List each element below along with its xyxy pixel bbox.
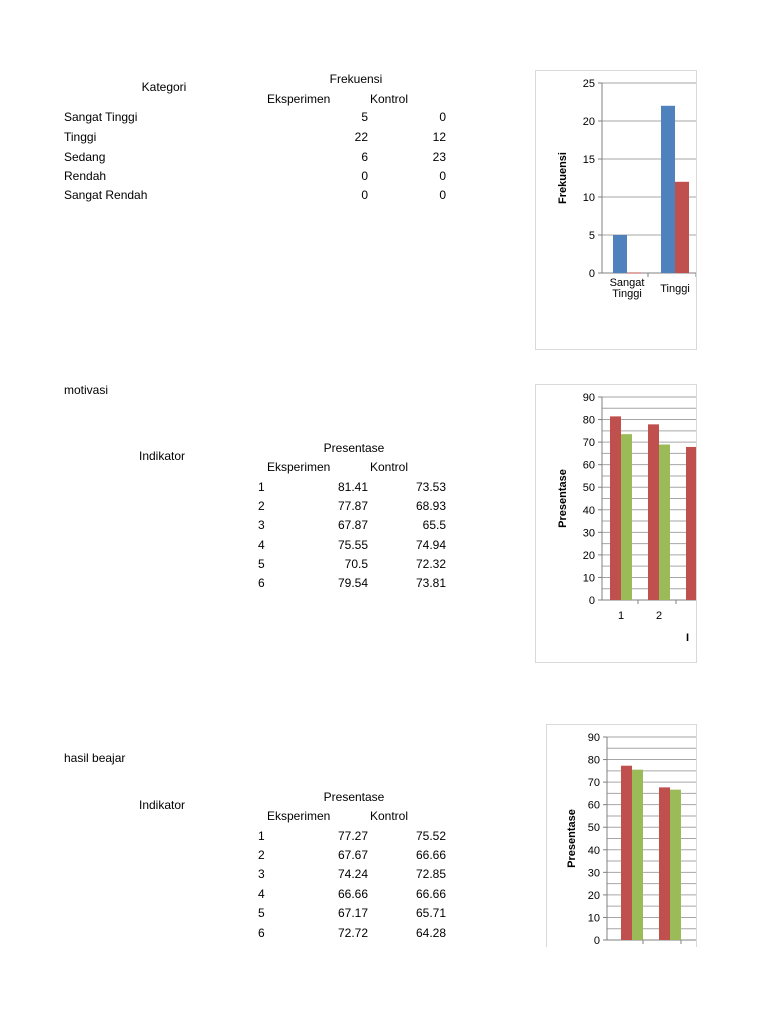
y-axis-label: Frekuensi [557,152,569,204]
y-tick-label: 90 [582,392,595,404]
x-tick-label: Tinggi [660,283,690,295]
row-eksperimen: 75.55 [337,538,368,552]
bar [686,447,696,600]
col-eksperimen-header: Eksperimen [267,92,331,106]
y-tick-label: 60 [582,459,595,472]
col-eksperimen-header: Eksperimen [267,460,331,474]
y-tick-label: 50 [582,482,595,495]
x-tick-label: 1 [617,610,625,622]
y-axis-label: Presentase [557,469,569,528]
row-no: 2 [258,848,265,862]
row-no: 1 [258,829,265,843]
row-eksperimen: 72.72 [337,926,368,940]
row-eksperimen: 77.27 [337,829,368,843]
row-eksperimen: 66.66 [337,887,368,901]
y-tick-label: 0 [588,268,595,280]
y-tick-label: 20 [582,549,595,562]
y-axis-label: Presentase [566,809,578,868]
row-eksperimen: 77.87 [337,499,368,513]
motivasi-chart-svg [536,385,696,662]
y-tick-label: 5 [588,230,595,242]
frekuensi-header: Frekuensi [329,72,383,86]
y-tick-label: 30 [587,867,600,880]
row-eksperimen: 74.24 [337,867,368,881]
row-no: 2 [258,499,265,513]
y-tick-label: 70 [582,437,595,450]
section-title-motivasi: motivasi [64,383,109,397]
row-no: 3 [258,867,265,881]
bar [621,766,632,940]
row-no: 6 [258,576,265,590]
row-no: 6 [258,926,265,940]
col-kontrol-header: Kontrol [370,92,409,106]
bar [659,445,670,600]
bar [661,106,675,273]
bar [670,790,681,940]
y-tick-label: 80 [587,754,600,767]
row-kontrol: 0 [439,188,446,202]
row-kontrol: 73.81 [415,576,446,590]
row-kontrol: 64.28 [415,926,446,940]
row-eksperimen: 67.67 [337,848,368,862]
x-tick-label: 2 [655,610,663,622]
indikator-header: Indikator [139,449,186,463]
col-kontrol-header: Kontrol [370,460,409,474]
y-tick-label: 25 [582,78,595,90]
row-eksperimen: 67.87 [337,518,368,532]
row-kontrol: 12 [432,130,446,144]
y-tick-label: 10 [587,912,600,925]
row-eksperimen: 0 [361,188,368,202]
presentase-header: Presentase [323,790,385,804]
row-no: 4 [258,538,265,552]
bar [648,424,659,600]
x-tick-label: Tinggi [612,288,642,300]
y-tick-label: 20 [587,889,600,902]
row-eksperimen: 22 [354,130,368,144]
row-eksperimen: 0 [361,169,368,183]
hasil-belajar-chart-svg [547,725,696,947]
x-axis-label-fragment: I [686,632,690,644]
row-label: Sangat Tinggi [64,110,138,124]
y-tick-label: 80 [582,414,595,427]
row-kontrol: 73.53 [415,480,446,494]
y-tick-label: 40 [582,504,595,517]
y-tick-label: 0 [588,595,595,607]
row-no: 5 [258,906,265,920]
y-tick-label: 10 [582,572,595,585]
x-tick-label: Sangat [609,277,645,289]
indikator-header: Indikator [139,798,186,812]
bar [632,770,643,940]
y-tick-label: 50 [587,822,600,835]
bar [613,235,627,273]
row-kontrol: 66.66 [415,887,446,901]
row-no: 1 [258,480,265,494]
row-kontrol: 72.32 [415,557,446,571]
y-tick-label: 40 [587,844,600,857]
bar [621,434,632,600]
row-kontrol: 66.66 [415,848,446,862]
row-kontrol: 0 [439,169,446,183]
presentase-header: Presentase [323,441,385,455]
bar [675,182,689,273]
row-no: 5 [258,557,265,571]
y-tick-label: 90 [587,732,600,744]
row-kontrol: 74.94 [415,538,446,552]
row-kontrol: 75.52 [415,829,446,843]
row-label: Sangat Rendah [64,188,148,202]
y-tick-label: 30 [582,527,595,540]
row-kontrol: 65.5 [422,518,446,532]
row-kontrol: 0 [439,110,446,124]
y-tick-label: 70 [587,777,600,790]
frekuensi-chart-svg [536,71,696,349]
row-eksperimen: 70.5 [344,557,368,571]
row-kontrol: 23 [432,150,446,164]
row-label: Rendah [64,169,107,183]
bar [659,787,670,940]
y-tick-label: 15 [582,154,595,166]
frekuensi-chart [535,70,697,350]
hasil-belajar-chart [546,724,697,947]
bar [610,416,621,600]
row-label: Tinggi [64,130,97,144]
row-eksperimen: 6 [361,150,368,164]
row-kontrol: 65.71 [415,906,446,920]
row-eksperimen: 5 [361,110,368,124]
y-tick-label: 10 [582,192,595,204]
motivasi-chart [535,384,697,663]
kategori-header: Kategori [141,80,187,94]
y-tick-label: 0 [593,935,600,947]
section-title-hasil-belajar: hasil beajar [64,751,126,765]
row-no: 3 [258,518,265,532]
row-eksperimen: 67.17 [337,906,368,920]
col-eksperimen-header: Eksperimen [267,809,331,823]
y-tick-label: 60 [587,799,600,812]
col-kontrol-header: Kontrol [370,809,409,823]
row-label: Sedang [64,150,106,164]
y-tick-label: 20 [582,116,595,128]
row-kontrol: 72.85 [415,867,446,881]
row-kontrol: 68.93 [415,499,446,513]
row-eksperimen: 81.41 [337,480,368,494]
row-eksperimen: 79.54 [337,576,368,590]
row-no: 4 [258,887,265,901]
